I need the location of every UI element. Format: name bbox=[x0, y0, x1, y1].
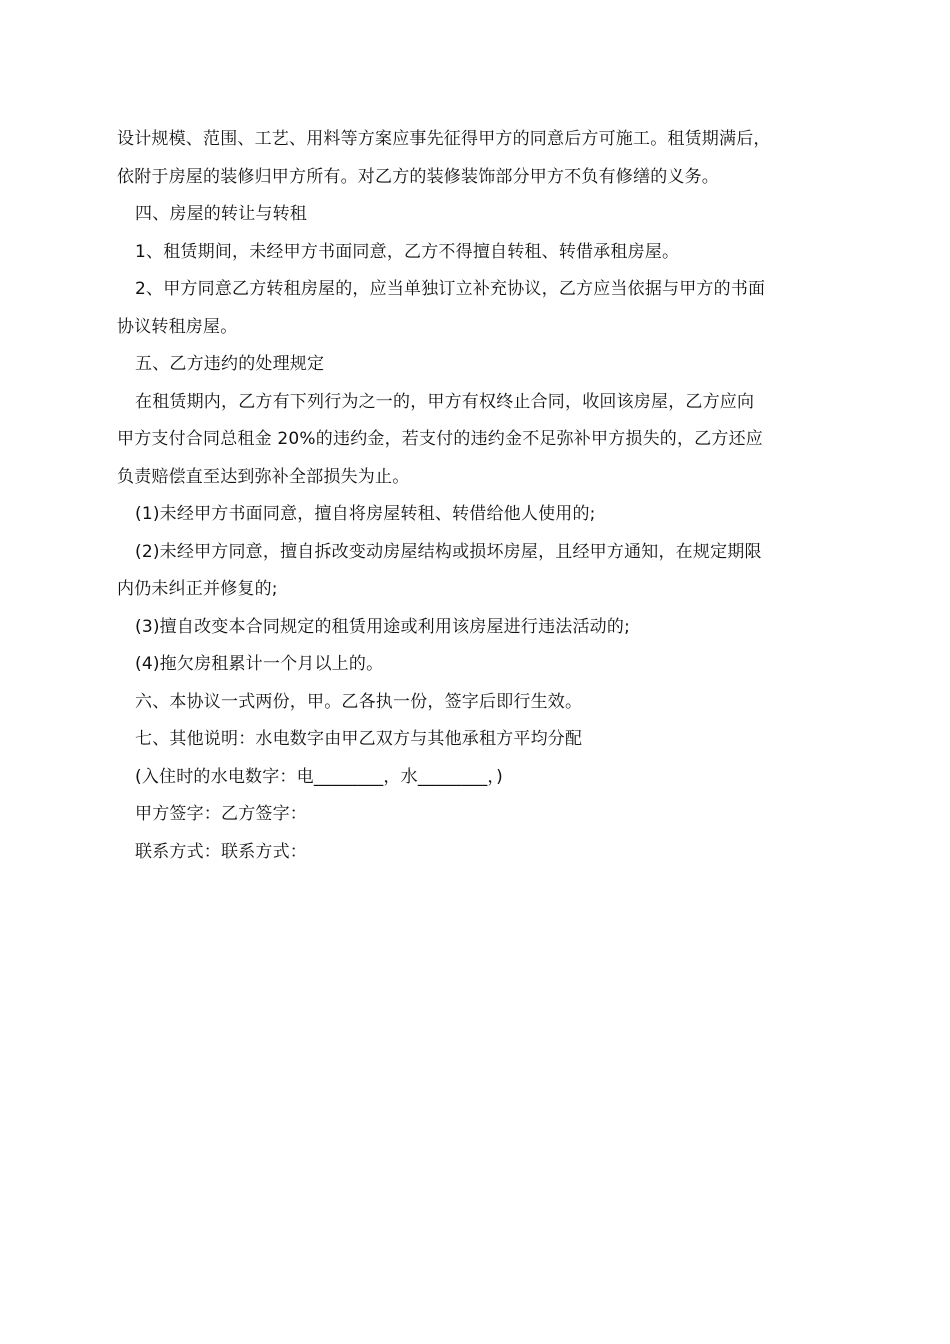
section-heading: 六、本协议一式两份，甲。乙各执一份，签字后即行生效。 bbox=[135, 691, 583, 712]
section-heading: 七、其他说明：水电数字由甲乙双方与其他承租方平均分配 bbox=[135, 729, 583, 749]
section-heading: 四、房屋的转让与转租 bbox=[135, 204, 307, 224]
document-body bbox=[117, 121, 847, 871]
meter-reading-line: (入住时的水电数字：电________，水________，) bbox=[135, 766, 503, 787]
text-line: 内仍未纠正并修复的; bbox=[117, 579, 278, 599]
text-line: 设计规模、范围、工艺、用料等方案应事先征得甲方的同意后方可施工。租赁期满后， bbox=[117, 129, 771, 149]
text-line: 负责赔偿直至达到弥补全部损失为止。 bbox=[117, 466, 410, 487]
list-item: (3)擅自改变本合同规定的租赁用途或利用该房屋进行违法活动的; bbox=[135, 616, 631, 637]
signature-line: 甲方签字：乙方签字： bbox=[135, 804, 307, 824]
text-line: 协议转租房屋。 bbox=[117, 316, 238, 337]
text-line: 1、租赁期间，未经甲方书面同意，乙方不得擅自转租、转借承租房屋。 bbox=[135, 241, 680, 262]
list-item: (4)拖欠房租累计一个月以上的。 bbox=[135, 654, 384, 674]
text-line: 在租赁期内，乙方有下列行为之一的，甲方有权终止合同，收回该房屋，乙方应向 bbox=[135, 391, 755, 412]
text-line: 依附于房屋的装修归甲方所有。对乙方的装修装饰部分甲方不负有修缮的义务。 bbox=[117, 166, 719, 187]
text-line: 2、甲方同意乙方转租房屋的，应当单独订立补充协议，乙方应当依据与甲方的书面 bbox=[135, 279, 766, 299]
text-line: 甲方支付合同总租金 20%的违约金，若支付的违约金不足弥补甲方损失的，乙方还应 bbox=[117, 429, 763, 449]
section-heading: 五、乙方违约的处理规定 bbox=[135, 354, 325, 374]
contact-line: 联系方式：联系方式： bbox=[135, 841, 307, 862]
list-item: (2)未经甲方同意，擅自拆改变动房屋结构或损坏房屋，且经甲方通知，在规定期限 bbox=[135, 541, 762, 562]
list-item: (1)未经甲方书面同意，擅自将房屋转租、转借给他人使用的; bbox=[135, 504, 596, 524]
